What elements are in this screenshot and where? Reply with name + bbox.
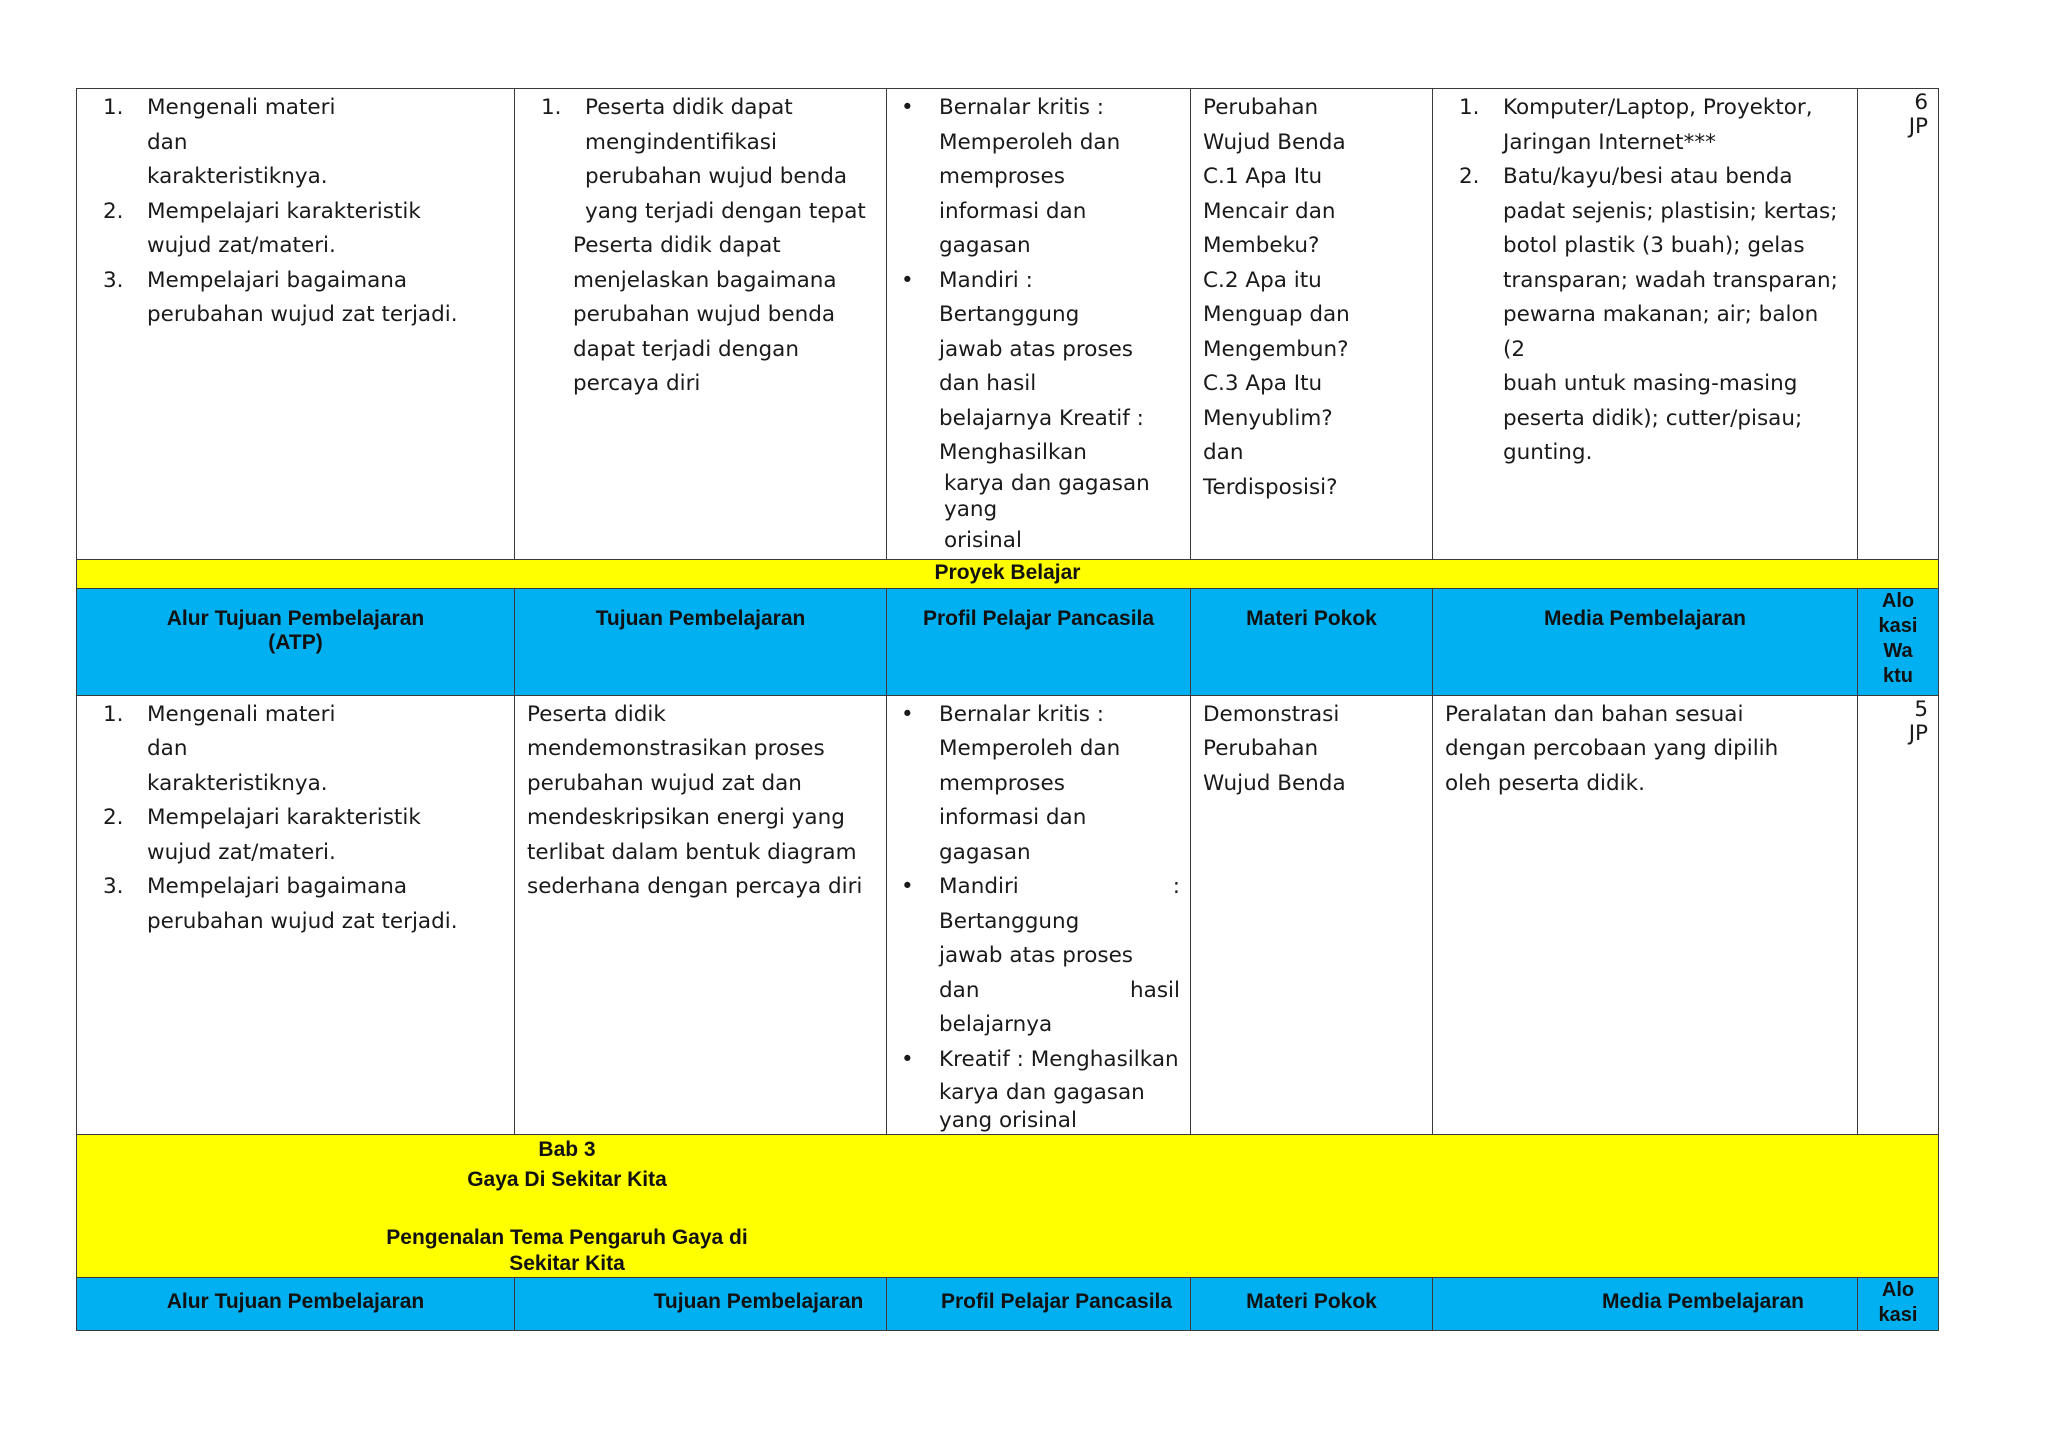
header-profil: Profil Pelajar Pancasila (887, 1278, 1191, 1331)
tp-cell: Peserta didik mendemonstrasikan proses perubahan wujud zat dan mendeskripsikan energi yang terlibat dalam bentuk diagram sederhana dengan percaya diri (515, 695, 887, 1135)
alokasi-cell: 6 JP (1858, 89, 1939, 560)
header-tp: Tujuan Pembelajaran (515, 1278, 887, 1331)
table-row (77, 695, 1939, 1135)
header-media: Media Pembelajaran (1433, 1278, 1858, 1331)
header-materi: Materi Pokok (1191, 1278, 1433, 1331)
header-alokasi: Alo kasi Wa ktu (1858, 588, 1939, 695)
materi-cell: Demonstrasi Perubahan Wujud Benda (1191, 695, 1433, 1135)
tp-cell: 1. Peserta didik dapat mengindentifikasi perubahan wujud benda yang terjadi dengan tepat Peserta didik dapat menjelaskan bagaimana perubahan wujud benda dapat terjadi dengan percaya diri (515, 89, 887, 560)
header-alokasi: Alo kasi (1858, 1278, 1939, 1331)
chapter-number: Bab 3 (538, 1138, 596, 1161)
section-row-bab: Bab 3 Gaya Di Sekitar Kita Pengenalan Tema Pengaruh Gaya di Sekitar Kita (77, 1135, 1939, 1278)
table-row (77, 89, 1939, 560)
header-row (77, 1278, 1939, 1331)
profil-cell: • Bernalar kritis : Memperoleh dan memproses informasi dan gagasan • Mandiri : Bertanggung jawab atas proses dan hasil belajarnya Kreatif : Menghasilkan karya dan gagasan yang orisinal (887, 89, 1191, 560)
atp-cell: 1. Mengenali materi dan karakteristiknya. 2. Mempelajari karakteristik wujud zat/materi. 3. Mempelajari bagaimana perubahan wujud zat terjadi. (77, 695, 515, 1135)
alokasi-cell: 5 JP (1858, 695, 1939, 1135)
header-atp: Alur Tujuan Pembelajaran (ATP) (77, 588, 515, 695)
header-row (77, 588, 1939, 695)
header-tp: Tujuan Pembelajaran (515, 588, 887, 695)
profil-cell: • Bernalar kritis : Memperoleh dan memproses informasi dan gagasan • Mandiri : Bertanggung jawab atas proses dan hasil belajarnya • Kreatif : Menghasilkan karya dan gagasan yang orisinal (887, 695, 1191, 1135)
learning-plan-table (76, 88, 1939, 1331)
materi-cell: Perubahan Wujud Benda C.1 Apa Itu Mencair dan Membeku? C.2 Apa itu Menguap dan Mengembun? C.3 Apa Itu Menyublim? dan Terdisposisi? (1191, 89, 1433, 560)
header-media: Media Pembelajaran (1433, 588, 1858, 695)
atp-cell: 1. Mengenali materi dan karakteristiknya. 2. Mempelajari karakteristik wujud zat/materi. 3. Mempelajari bagaimana perubahan wujud zat terjadi. (77, 89, 515, 560)
media-cell: Peralatan dan bahan sesuai dengan percobaan yang dipilih oleh peserta didik. (1433, 695, 1858, 1135)
section-title-project: Proyek Belajar (934, 560, 1081, 584)
header-materi: Materi Pokok (1191, 588, 1433, 695)
header-profil: Profil Pelajar Pancasila (887, 588, 1191, 695)
chapter-theme: Pengenalan Tema Pengaruh Gaya di (386, 1226, 748, 1249)
header-atp: Alur Tujuan Pembelajaran (77, 1278, 515, 1331)
chapter-title: Gaya Di Sekitar Kita (467, 1168, 667, 1191)
section-row-project (77, 559, 1939, 588)
media-cell: 1. Komputer/Laptop, Proyektor, Jaringan Internet*** 2. Batu/kayu/besi atau benda padat sejenis; plastisin; kertas; botol plastik (3 buah); gelas transparan; wadah transparan; pewarna makanan; air; balon (2 buah untuk masing-masing peserta didik); cutter/pisau; gunting. (1433, 89, 1858, 560)
